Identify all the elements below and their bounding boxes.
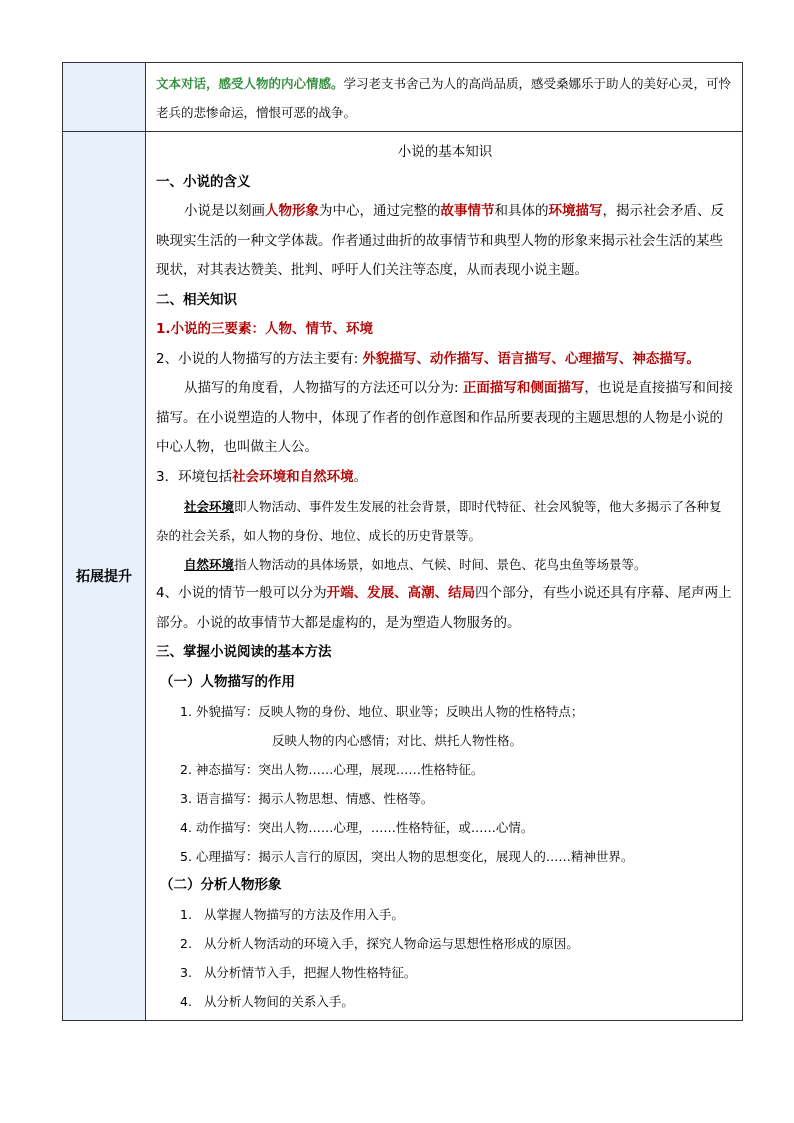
section-heading: 三、掌握小说阅读的基本方法 (156, 644, 332, 660)
dialogue-text: 学习老支书舍己为人的高尚品质，感受桑娜乐于助人的美好心灵，可怜老兵的悲惨命运，憎恨可恶的战争。 (156, 76, 732, 120)
knowledge-item: 2、小说的人物描写的方法主要有: 外貌描写、动作描写、语言描写、心理描写、神态描写。 (156, 350, 700, 367)
section-heading: 一、小说的含义 (156, 173, 251, 190)
table-row (63, 63, 743, 132)
section-heading: 二、相关知识 (156, 291, 237, 308)
dialogue-paragraph (146, 63, 742, 131)
knowledge-paragraph: 自然环境指人物活动的具体场景，如地点、气候、时间、景色、花鸟虫鱼等场景等。 (184, 557, 647, 572)
list-item: 3. 语言描写：揭示人物思想、情感、性格等。 (180, 790, 434, 806)
list-item: 2. 神态描写：突出人物……心理，展现……性格特征。 (180, 761, 484, 777)
list-item: 5. 心理描写：揭示人言行的原因，突出人物的思想变化，展现人的……精神世界。 (180, 848, 634, 864)
knowledge-item: 4、小说的情节一般可以分为开端、发展、高潮、结局四个部分，有些小说还具有序幕、尾声两上部分。小说的故事情节大都是虚构的，是为塑造人物服务的。 (156, 585, 732, 631)
row-label-cell (63, 132, 146, 1021)
content-cell (146, 132, 743, 1021)
sub-heading: （一）人物描写的作用 (160, 673, 295, 690)
table-row (63, 132, 743, 1021)
list-item: 1. 外貌描写：反映人物的身份、地位、职业等；反映出人物的性格特点； (180, 703, 584, 719)
knowledge-item: 3．环境包括社会环境和自然环境。 (156, 468, 368, 485)
list-item: 4. 从分析人物间的关系入手。 (180, 993, 354, 1009)
knowledge-paragraph: 社会环境即人物活动、事件发生发展的社会背景，即时代特征、社会风貌等，他大多揭示了各种复杂的社会关系，如人物的身份、地位、成长的历史背景等。 (156, 499, 722, 543)
list-item: 1. 从掌握人物描写的方法及作用入手。 (180, 906, 404, 922)
knowledge-content (146, 132, 742, 1020)
list-item: 2. 从分析人物活动的环境入手，探究人物命运与思想性格形成的原因。 (180, 935, 579, 951)
row-label-cell (63, 63, 146, 132)
knowledge-item: 1.小说的三要素：人物、情节、环境 (156, 321, 374, 337)
dialogue-lead: 文本对话，感受人物的内心情感。 (156, 76, 344, 91)
lesson-table (62, 62, 743, 1021)
knowledge-paragraph: 从描写的角度看，人物描写的方法还可以分为: 正面描写和侧面描写，也说是直接描写和间接描写。在小说塑造的人物中，体现了作者的创作意图和作品所要表现的主题思想的人物是小说的中心人物，也叫做主人公。 (156, 380, 733, 455)
list-item: 反映人物的内心感情；对比、烘托人物性格。 (272, 732, 523, 748)
page-title: 小说的基本知识 (397, 144, 493, 160)
definition-paragraph: 小说是以刻画人物形象为中心，通过完整的故事情节和具体的环境描写，揭示社会矛盾、反映现实生活的一种文学体裁。作者通过曲折的故事情节和典型人物的形象来揭示社会生活的某些现状，对其表达赞美、批判、呼吁人们关注等态度，从而表现小说主题。 (156, 203, 724, 278)
sub-heading: （二）分析人物形象 (160, 876, 282, 893)
list-item: 4. 动作描写：突出人物……心理，……性格特征，或……心情。 (180, 819, 534, 835)
list-item: 3. 从分析情节入手，把握人物性格特征。 (180, 964, 417, 980)
content-cell (146, 63, 743, 132)
section-label: 拓展提升 (76, 568, 132, 585)
